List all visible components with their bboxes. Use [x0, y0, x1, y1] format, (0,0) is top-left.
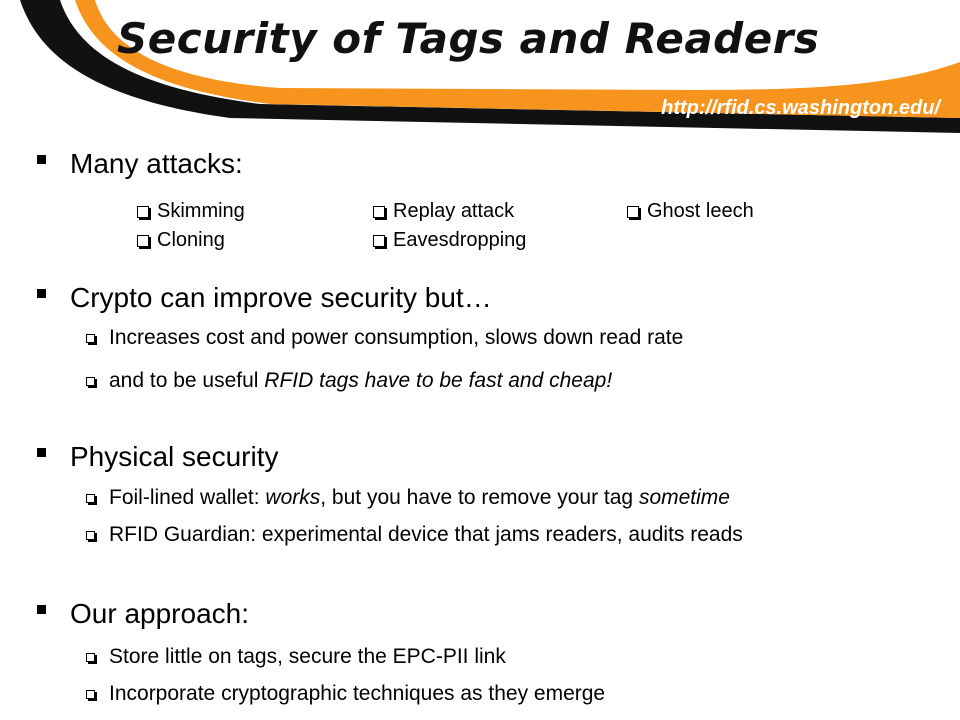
attack-item: Replay attack — [373, 200, 514, 223]
square-bullet-icon — [37, 448, 46, 457]
checkbox-bullet-icon — [373, 206, 385, 218]
checkbox-bullet-icon — [137, 206, 149, 218]
checkbox-bullet-icon — [373, 235, 385, 247]
header-url[interactable]: http://rfid.cs.washington.edu/ — [661, 97, 940, 119]
section-many-attacks — [37, 148, 243, 180]
checkbox-bullet-icon — [86, 690, 95, 699]
section-label: Our approach: — [70, 598, 249, 629]
attack-item: Eavesdropping — [373, 229, 526, 252]
section-label: Physical security — [70, 441, 279, 472]
checkbox-bullet-icon — [86, 494, 95, 503]
square-bullet-icon — [37, 605, 46, 614]
checkbox-bullet-icon — [86, 377, 95, 386]
sub-bullet: Store little on tags, secure the EPC-PII link — [86, 645, 506, 669]
square-bullet-icon — [37, 289, 46, 298]
sub-bullet: Increases cost and power consumption, slows down read rate — [86, 326, 683, 350]
checkbox-bullet-icon — [86, 531, 95, 540]
sub-bullet: Incorporate cryptographic techniques as they emerge — [86, 682, 605, 706]
section-our-approach — [37, 598, 249, 630]
section-crypto — [37, 282, 492, 314]
checkbox-bullet-icon — [627, 206, 639, 218]
section-label: Many attacks: — [70, 148, 243, 179]
attack-item: Cloning — [137, 229, 225, 252]
square-bullet-icon — [37, 155, 46, 164]
sub-bullet: RFID Guardian: experimental device that jams readers, audits reads — [86, 523, 743, 547]
attack-item: Skimming — [137, 200, 245, 223]
checkbox-bullet-icon — [86, 653, 95, 662]
attack-list — [137, 200, 837, 260]
section-physical-security — [37, 441, 279, 473]
checkbox-bullet-icon — [86, 334, 95, 343]
sub-bullet: and to be useful RFID tags have to be fast and cheap! — [86, 369, 612, 393]
sub-bullet: Foil-lined wallet: works, but you have to remove your tag sometime — [86, 486, 730, 510]
attack-item: Ghost leech — [627, 200, 754, 223]
checkbox-bullet-icon — [137, 235, 149, 247]
slide-title: Security of Tags and Readers — [117, 14, 820, 63]
section-label: Crypto can improve security but… — [70, 282, 492, 313]
